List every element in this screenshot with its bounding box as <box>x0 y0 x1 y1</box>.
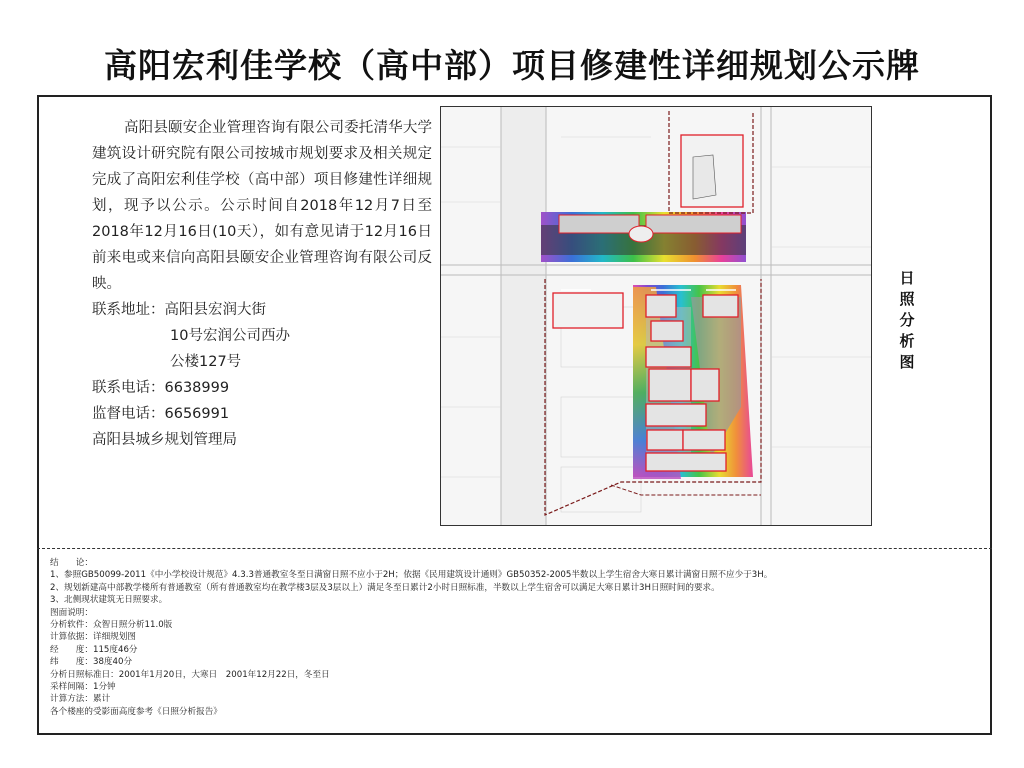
page-title: 高阳宏利佳学校（高中部）项目修建性详细规划公示牌 <box>104 46 920 85</box>
param-key: 采样间隔： <box>50 682 93 693</box>
contact-phone: 联系电话：6638999 <box>92 380 230 396</box>
param-key: 计算依据： <box>50 632 93 643</box>
param-row <box>50 619 980 631</box>
contact-info <box>92 297 432 453</box>
param-row <box>50 693 980 705</box>
param-value: 详细规划图 <box>92 632 136 643</box>
vertical-label: 日照分析图 <box>899 269 915 371</box>
conclusion-item-2: 2、规划新建高中部教学楼所有普通教室（所有普通教室均在教学楼3层及3层以上）满足冬至日累计2小时日照标准，半数以上学生宿舍可以满足大寒日累计3H日照时间的要求。 <box>50 582 720 593</box>
param-row <box>50 681 980 693</box>
sunlight-map-drawing <box>441 107 872 526</box>
sunlight-analysis-map <box>440 106 872 526</box>
section-divider <box>37 548 992 549</box>
param-row <box>50 656 980 668</box>
param-key: 分析软件： <box>50 620 93 631</box>
param-row <box>50 669 980 681</box>
param-key: 纬 度： <box>50 657 93 668</box>
conclusion-item-3: 3、北侧现状建筑无日照要求。 <box>50 595 168 606</box>
conclusion-footer: 各个楼座的受影面高度参考《日照分析报告》 <box>50 706 222 717</box>
conclusion-heading: 结 论： <box>50 558 93 568</box>
supervision-phone: 监督电话：6656991 <box>92 406 230 422</box>
address-line-1 <box>92 297 432 323</box>
address-label: 联系地址： <box>92 302 165 318</box>
param-value: 众智日照分析11.0版 <box>92 620 173 631</box>
param-value: 38度40分 <box>92 657 133 668</box>
conclusion-item-1: 1、参照GB50099-2011《中小学校设计规范》4.3.3普通教室冬至日满窗日照不应小于2H；依据《民用建筑设计通则》GB50352-2005半数以上学生宿舍大寒日累计满窗日照不应少于3H。 <box>50 570 773 581</box>
param-key: 计算方法： <box>50 694 93 705</box>
param-row <box>50 644 980 656</box>
notice-body: 高阳县颐安企业管理咨询有限公司委托清华大学建筑设计研究院有限公司按城市规划要求及相关规定完成了高阳宏利佳学校（高中部）项目修建性详细规划，现予以公示。公示时间自2018年12月7日至2018年12月16日(10天），如有意见请于12月16日前来电或来信向高阳县颐安企业管理咨询有限公司反映。 <box>92 120 432 292</box>
param-value: 累计 <box>92 694 111 705</box>
notes-heading: 图面说明： <box>50 607 93 618</box>
notice-text-block <box>92 115 432 453</box>
address-text-1: 高阳县宏润大街 <box>164 302 266 318</box>
param-key: 经 度： <box>50 644 93 655</box>
address-line-2: 10号宏润公司西办 <box>170 328 290 344</box>
param-row <box>50 631 980 643</box>
address-line-3: 公楼127号 <box>170 354 242 370</box>
param-value: 2001年1月20日，大寒日 2001年12月22日，冬至日 <box>118 669 330 680</box>
param-value: 1分钟 <box>92 682 116 693</box>
param-key: 分析日照标准日： <box>50 669 119 680</box>
planning-bureau: 高阳县城乡规划管理局 <box>92 432 237 448</box>
param-value: 115度46分 <box>92 644 138 655</box>
conclusion-section <box>50 557 980 718</box>
